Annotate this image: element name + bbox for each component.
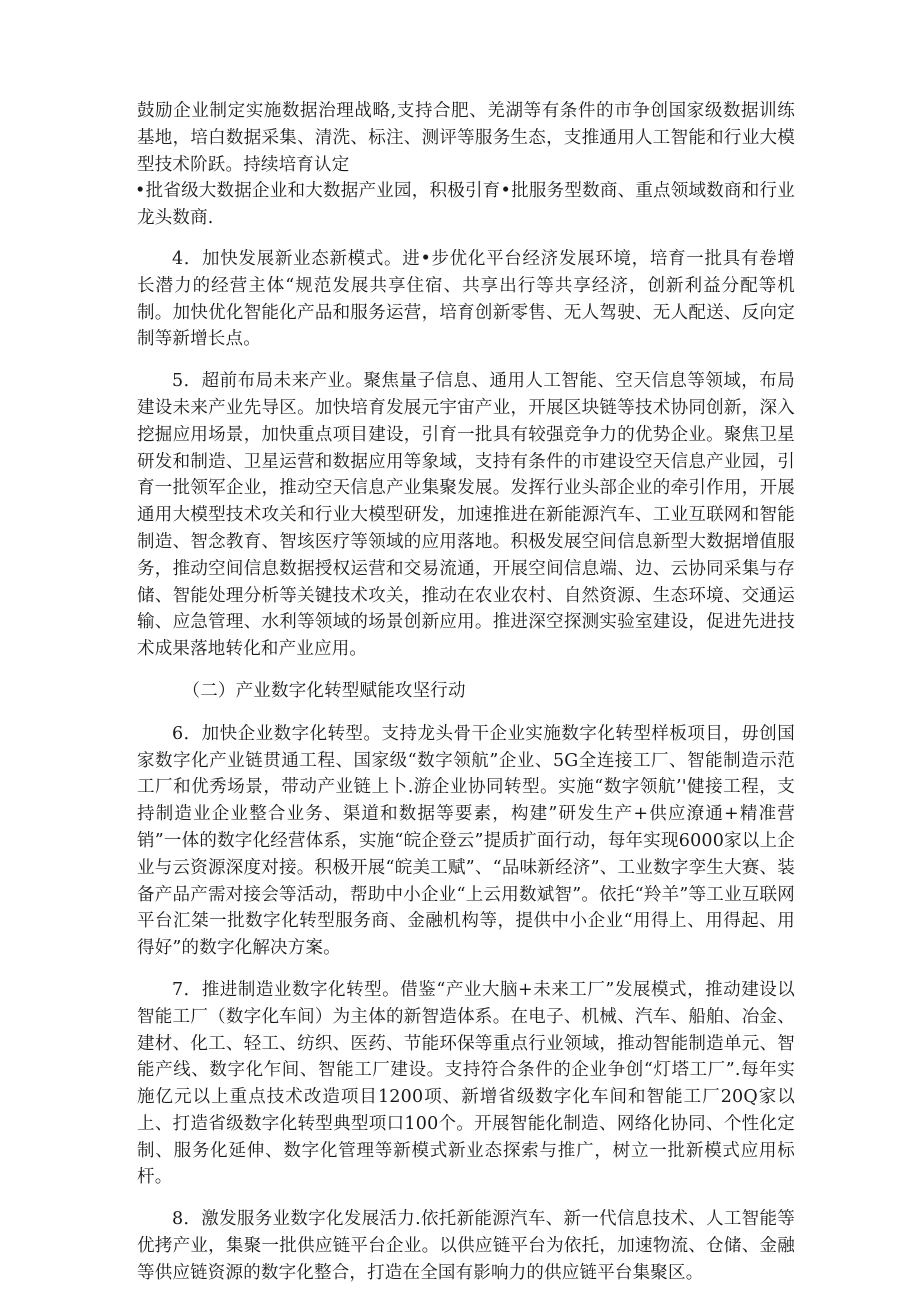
paragraph-data-merchants: •批省级大数据企业和大数据产业园，积极引育•批服务型数商、重点领域数商和行业龙头数商. xyxy=(135,181,795,229)
paragraph-item-6: 6．加快企业数字化转型。支持龙头骨干企业实施数字化转型样板项目，毋创国家数字化产业链贯通工程、国家级“数字领航”企业、5G全连接工厂、智能制造示范工厂和优秀场景，带动产业链上卜.游企业协同转型。实施“数字领航’'健接工程，支持制造业企业整合业务、渠道和数据等要素，构建”研发生产+供应潦通+精准营销”一体的数字化经营体系，实施“皖企登云”提质扩面行动，每年实现6000家以上企业与云资源深度对接。积极开展“皖美工赋”、“品味新经济”、工业数字孪生大赛、装备产品产需对接会等活动，帮助中小企业“上云用数斌智”。依托“羚羊”等工业互联网平台汇桀一批数字化转型服务商、金融机构等，提供中小企业“用得上、用得起、用得好”的数字化解决方案。 xyxy=(137,723,795,959)
section-heading-2: （二）产业数字化转型赋能攻坚行动 xyxy=(182,680,466,701)
paragraph-item-5: 5．超前布局未来产业。聚焦量子信息、通用人工智能、空天信息等领域，布局建设未来产业先导区。加快培育发展元宇宙产业，开展区块链等技术协同创新，深入挖掘应用场景，加快重点项目建设，引育一批具有较强竞争力的优势企业。聚焦卫星研发和制造、卫星运营和数据应用等象域，支持有条件的市建设空天信息产业园，引育一批领军企业，推动空天信息产业集聚发展。发挥行业头部企业的牵引作用，开展通用大模型技术攻关和行业大模型研发，加速推进在新能源汽车、工业互联网和智能制造、智念教育、智垓医疗等领域的应用落地。积极发展空间信息新型大数据增值服务，推动空间信息数据授权运营和交易流通，开展空间信息端、边、云协同采集与存储、智能处理分析等关键技术攻关，推动在农业农村、自然资源、生态环境、交通运输、应急管理、水利等领域的场景创新应用。推进深空探测实验室建设，促进先进技术成果落地转化和产业应用。 xyxy=(137,371,795,660)
document-page xyxy=(137,98,795,1302)
paragraph-item-7: 7．推进制造业数字化转型。借鉴“产业大脑+未来工厂”发展模式，推动建设以智能工厂（数字化车间）为主体的新智造体系。在电子、机械、汽车、船舶、冶金、建材、化工、轻工、纺织、医药、节能环保等重点行业领域，推动智能制造单元、智能产线、数字化乍间、智能工厂建设。支持符合条件的企业争创“灯塔工厂”.每年实施亿元以上重点技术改造项目1200项、新增省级数字化车间和智能工厂20Q家以上、打造省级数字化转型典型项口100个。开展智能化制造、网络化协同、个性化定制、服务化延伸、数字化管理等新模式新业态探索与推广，树立一批新模式应用标杆。 xyxy=(137,979,795,1188)
paragraph-item-4: 4．加快发展新业态新模式。进•步优化平台经济发展环境，培育一批具有卷增长潜力的经营主体“规范发展共享住宿、共享出行等共享经济，创新利益分配等机制。加快优化智能化产品和服务运营，培育创新零售、无人驾驶、无人配送、反向定制等新增长点。 xyxy=(137,248,795,350)
paragraph-data-governance: 鼓励企业制定实施数据治理战略,支持合肥、羌湖等有条件的市争创国家级数据训练基地，培白数据采集、清洗、标注、测评等服务生态，支推通用人工智能和行业大模型技术阶跃。持续培育认定 xyxy=(137,101,795,175)
paragraph-item-8: 8．激发服务业数字化发展活力.依托新能源汽车、新一代信息技术、人工智能等优拷产业，集聚一批供应链平台企业。以供应链平台为依托，加速物流、仓储、金融等供应链资源的数字化整合，打造在全国有影响力的供应链平台集聚区。 xyxy=(137,1209,795,1283)
